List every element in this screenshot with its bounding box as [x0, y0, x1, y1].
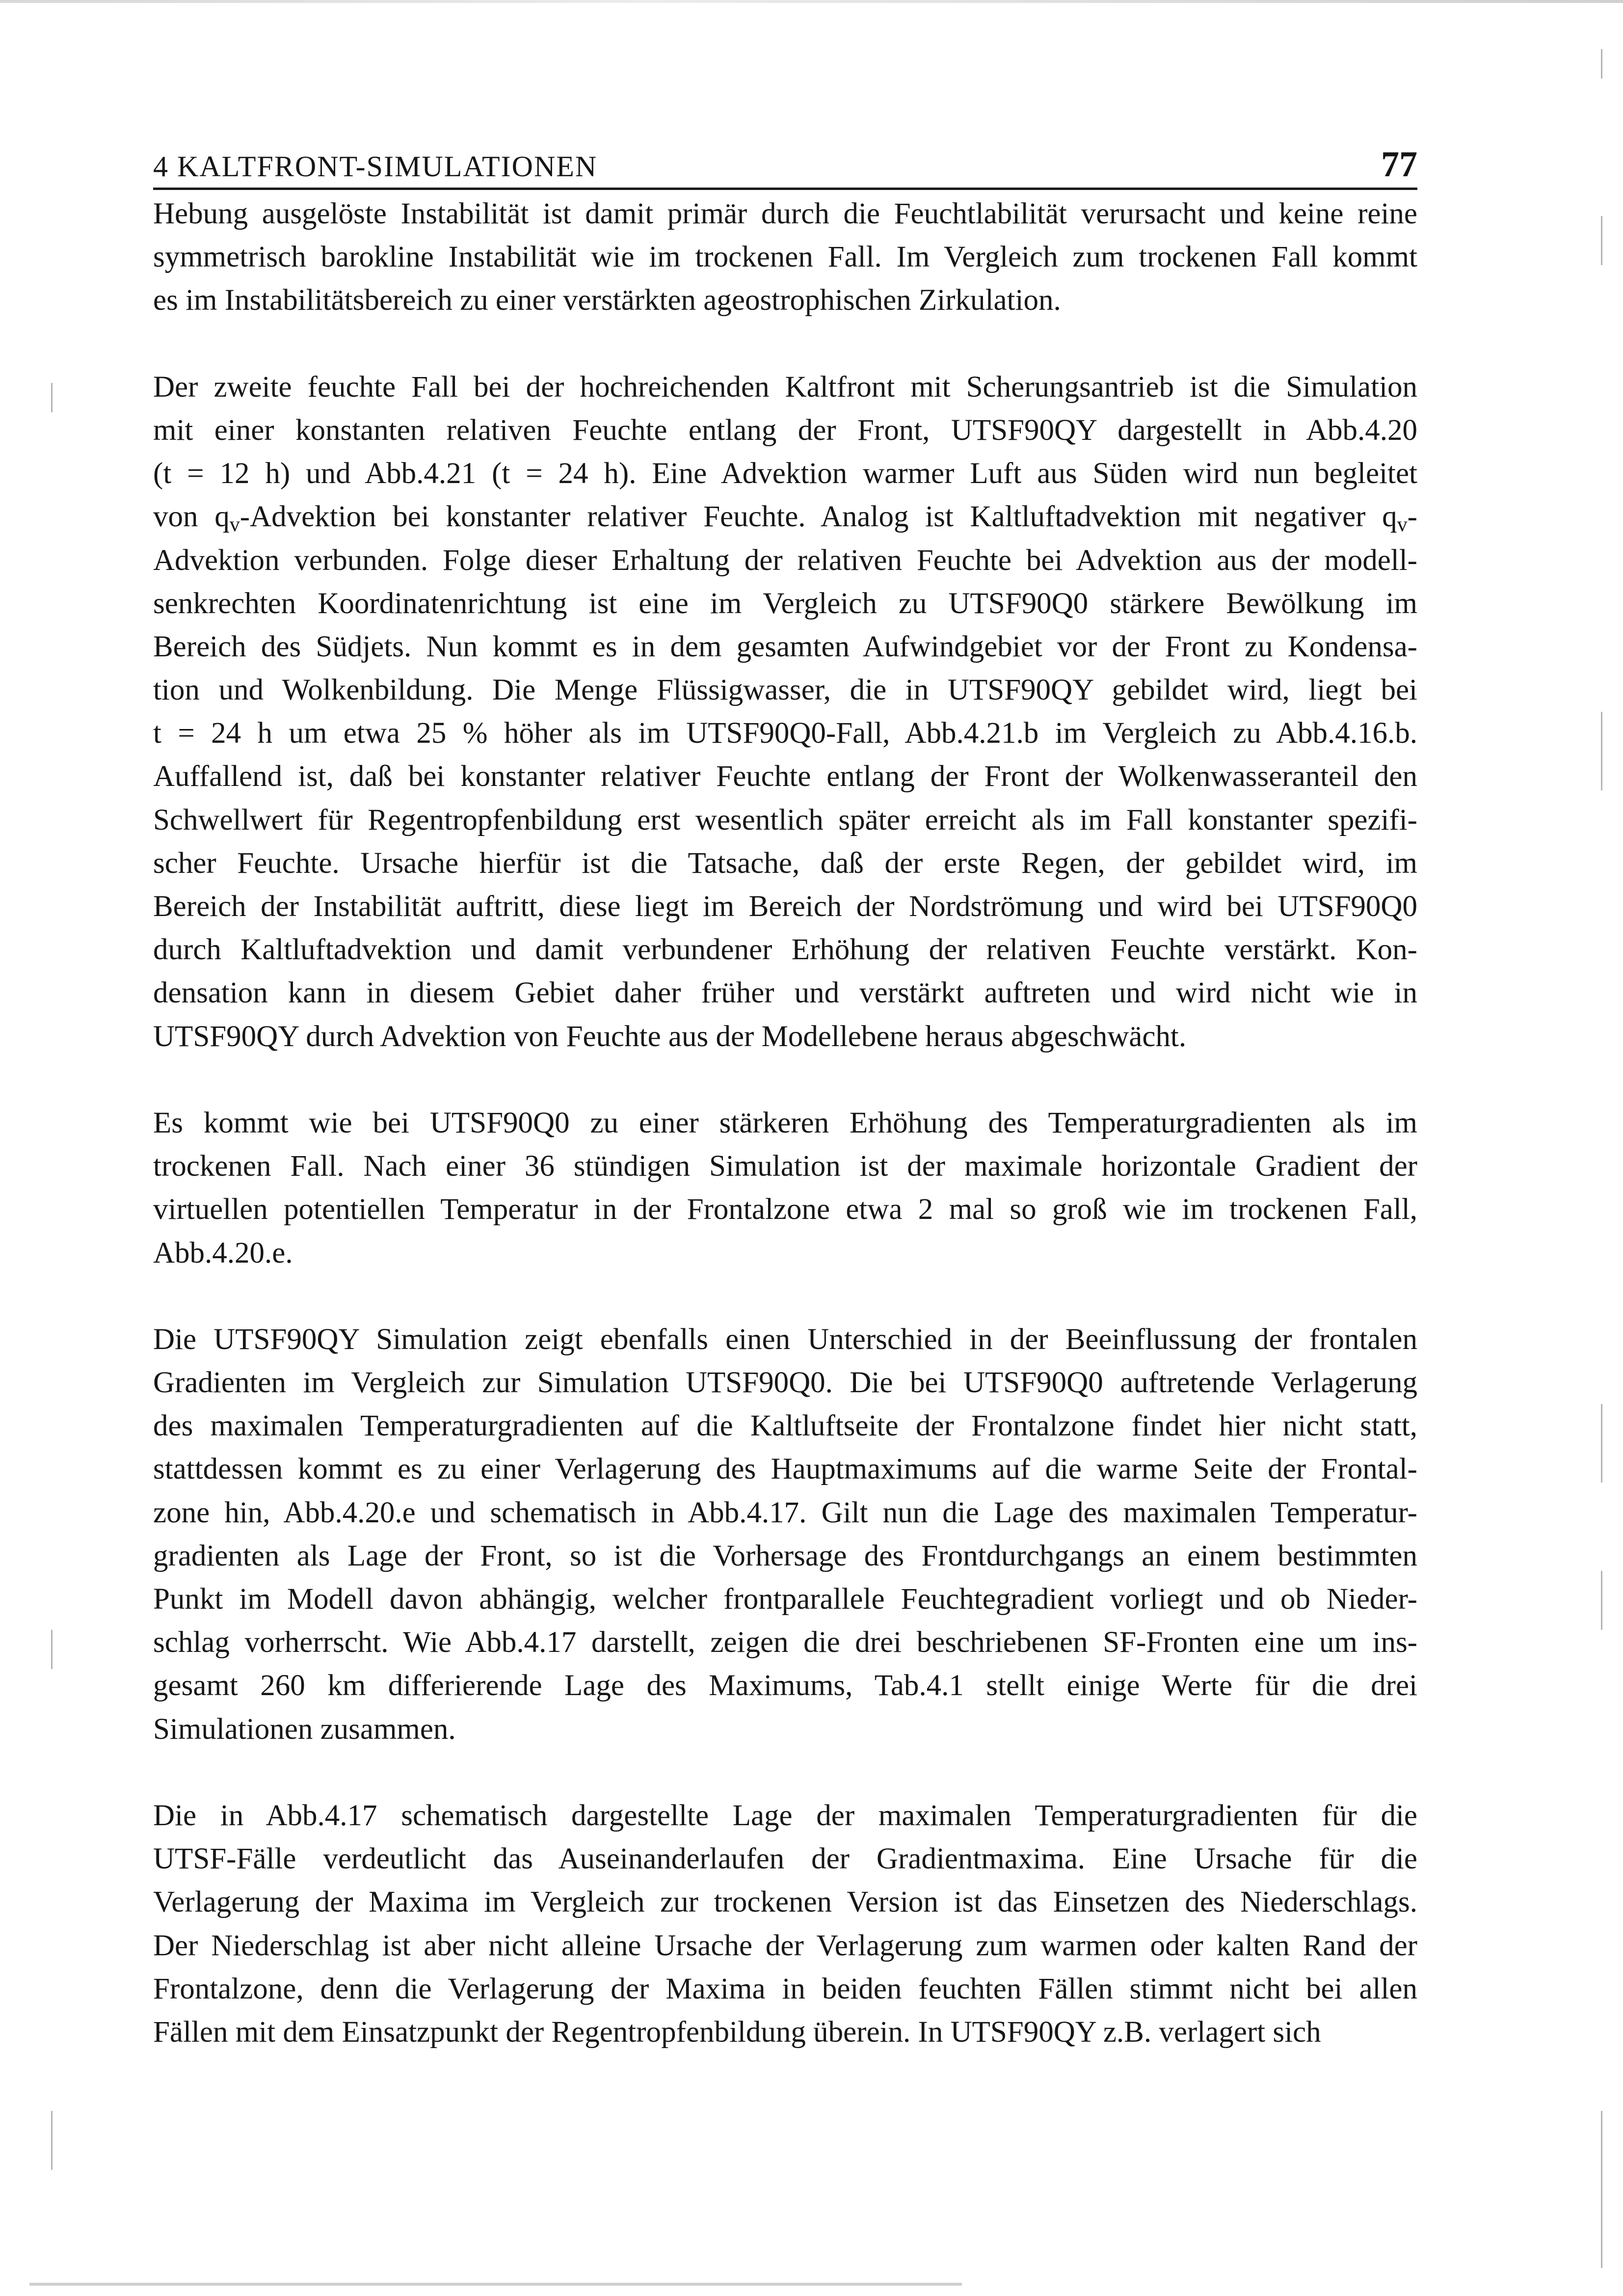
paragraph [153, 1102, 1417, 1275]
text-line: senkrechten Koordinatenrichtung ist eine im Vergleich zu UTSF90Q0 stärkere Bewölkung im [153, 587, 1417, 620]
subscript: v [1397, 513, 1408, 537]
running-header [153, 142, 1417, 190]
text-run: -Advektion bei konstanter relativer Feuchte. Analog ist Kaltluftadvektion mit negativer q [239, 500, 1397, 534]
text-line: Bereich der Instabilität auftritt, diese liegt im Bereich der Nordströmung und wird bei UTSF90Q0 [153, 890, 1417, 923]
text-line: Verlagerung der Maxima im Vergleich zur trockenen Version ist das Einsetzen des Niederschlags. [153, 1886, 1417, 1919]
paragraph-gap [153, 1751, 1417, 1794]
text-line: t = 24 h um etwa 25 % höher als im UTSF90Q0-Fall, Abb.4.21.b im Vergleich zu Abb.4.16.b. [153, 717, 1417, 750]
text-line: Hebung ausgelöste Instabilität ist damit primär durch die Feuchtlabilität verursacht und keine reine [153, 197, 1417, 230]
text-line: Punkt im Modell davon abhängig, welcher frontparallele Feuchtegradient vorliegt und ob Nieder- [153, 1583, 1417, 1616]
text-line: Der Niederschlag ist aber nicht alleine Ursache der Verlagerung zum warmen oder kalten Rand der [153, 1929, 1417, 1962]
text-line: Simulationen zusammen. [153, 1712, 456, 1746]
text-run: - [1407, 500, 1417, 534]
text-line: gradienten als Lage der Front, so ist die Vorhersage des Frontdurchgangs an einem bestimmten [153, 1539, 1417, 1572]
text-line: UTSF-Fälle verdeutlicht das Auseinanderlaufen der Gradientmaxima. Eine Ursache für die [153, 1842, 1417, 1876]
margin-mark [1601, 2111, 1602, 2268]
text-line: Gradienten im Vergleich zur Simulation UTSF90Q0. Die bei UTSF90Q0 auftretende Verlagerung [153, 1366, 1417, 1400]
text-line: Bereich des Südjets. Nun kommt es in dem gesamten Aufwindgebiet vor der Front zu Kondensa- [153, 630, 1417, 663]
paragraph [153, 1318, 1417, 1751]
text-line: tion und Wolkenbildung. Die Menge Flüssigwasser, die in UTSF90QY gebildet wird, liegt bei [153, 674, 1417, 707]
margin-mark [51, 2111, 53, 2170]
text-line: Auffallend ist, daß bei konstanter relativer Feuchte entlang der Front der Wolkenwasseranteil den [153, 760, 1417, 793]
text-line: mit einer konstanten relativen Feuchte entlang der Front, UTSF90QY dargestellt in Abb.4.20 [153, 413, 1417, 447]
margin-mark [1601, 712, 1602, 790]
text-line: (t = 12 h) und Abb.4.21 (t = 24 h). Eine Advektion warmer Luft aus Süden wird nun begleitet [153, 457, 1417, 490]
page-number: 77 [1381, 144, 1417, 185]
text-line: durch Kaltluftadvektion und damit verbundener Erhöhung der relativen Feuchte verstärkt. Kon- [153, 933, 1417, 967]
text-line: Frontalzone, denn die Verlagerung der Maxima in beiden feuchten Fällen stimmt nicht bei allen [153, 1972, 1417, 2005]
text-line: Fällen mit dem Einsatzpunkt der Regentropfenbildung überein. In UTSF90QY z.B. verlagert sich [153, 2015, 1321, 2049]
text-line: Es kommt wie bei UTSF90Q0 zu einer stärkeren Erhöhung des Temperaturgradienten als im [153, 1106, 1417, 1139]
text-line: Der zweite feuchte Fall bei der hochreichenden Kaltfront mit Scherungsantrieb ist die Simulation [153, 370, 1417, 404]
text-run: von q [153, 500, 230, 534]
text-line: gesamt 260 km differierende Lage des Maximums, Tab.4.1 stellt einige Werte für die drei [153, 1669, 1417, 1702]
text-line: Die UTSF90QY Simulation zeigt ebenfalls einen Unterschied in der Beeinflussung der frontalen [153, 1323, 1417, 1356]
margin-mark [51, 1630, 53, 1669]
paragraph [153, 366, 1417, 1058]
text-line [153, 495, 1417, 539]
margin-mark [1601, 1571, 1602, 1630]
scan-edge-bottom [29, 2283, 962, 2286]
text-line: symmetrisch barokline Instabilität wie im trockenen Fall. Im Vergleich zum trockenen Fall kommt [153, 241, 1417, 274]
text-line: Advektion verbunden. Folge dieser Erhaltung der relativen Feuchte bei Advektion aus der modell- [153, 543, 1417, 577]
margin-mark [1601, 49, 1602, 79]
paragraph-gap [153, 1058, 1417, 1102]
paragraph [153, 192, 1417, 323]
margin-mark [1601, 216, 1602, 265]
subscript: v [229, 513, 240, 537]
text-line: virtuellen potentiellen Temperatur in der Frontalzone etwa 2 mal so groß wie im trockenen Fall, [153, 1193, 1417, 1226]
text-line: trockenen Fall. Nach einer 36 stündigen Simulation ist der maximale horizontale Gradient der [153, 1150, 1417, 1183]
body-text [153, 192, 1417, 2054]
text-line: es im Instabilitätsbereich zu einer verstärkten ageostrophischen Zirkulation. [153, 284, 1061, 317]
text-line: schlag vorherrscht. Wie Abb.4.17 darstellt, zeigen die drei beschriebenen SF-Fronten eine um ins- [153, 1626, 1417, 1659]
paragraph [153, 1794, 1417, 2054]
text-line: UTSF90QY durch Advektion von Feuchte aus der Modellebene heraus abgeschwächt. [153, 1020, 1187, 1053]
text-line: densation kann in diesem Gebiet daher früher und verstärkt auftreten und wird nicht wie in [153, 976, 1417, 1010]
text-line: des maximalen Temperaturgradienten auf die Kaltluftseite der Frontalzone findet hier nicht statt, [153, 1409, 1417, 1443]
margin-mark [51, 383, 53, 412]
text-line: zone hin, Abb.4.20.e und schematisch in Abb.4.17. Gilt nun die Lage des maximalen Temperatur- [153, 1496, 1417, 1529]
paragraph-gap [153, 323, 1417, 366]
text-line: scher Feuchte. Ursache hierfür ist die Tatsache, daß der erste Regen, der gebildet wird, im [153, 846, 1417, 880]
text-line: Abb.4.20.e. [153, 1236, 293, 1270]
text-line: Die in Abb.4.17 schematisch dargestellte Lage der maximalen Temperaturgradienten für die [153, 1799, 1417, 1832]
margin-mark [1601, 1404, 1602, 1483]
text-line: Schwellwert für Regentropfenbildung erst wesentlich später erreicht als im Fall konstanter spezifi- [153, 803, 1417, 837]
paragraph-gap [153, 1275, 1417, 1318]
text-line: stattdessen kommt es zu einer Verlagerung des Hauptmaximums auf die warme Seite der Frontal- [153, 1453, 1417, 1486]
scan-edge-top [0, 0, 1623, 3]
section-title: 4 KALTFRONT-SIMULATIONEN [153, 150, 598, 183]
